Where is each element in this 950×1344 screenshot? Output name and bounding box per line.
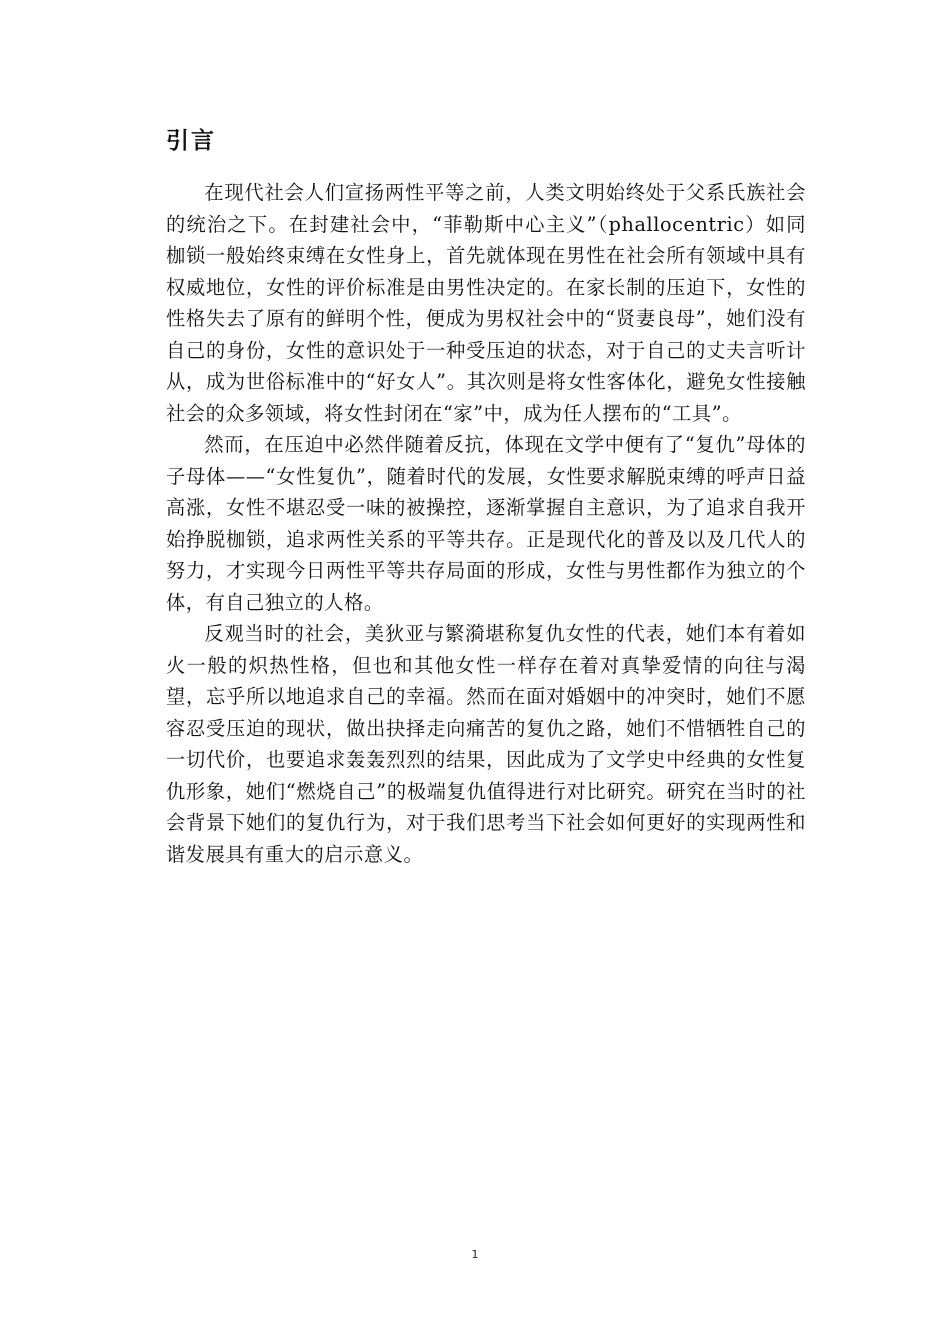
section-heading: 引言 [166,128,216,154]
paragraph-2: 然而，在压迫中必然伴随着反抗，体现在文学中便有了“复仇”母体的子母体——“女性复仇”，随着时代的发展，女性要求解脱束缚的呼声日益高涨，女性不堪忍受一味的被操控，逐渐掌握自主意识，为了追求自我开始挣脱枷锁，追求两性关系的平等共存。正是现代化的普及以及几代人的努力，才实现今日两性平等共存局面的形成，女性与男性都作为独立的个体，有自己独立的人格。 [166,433,806,614]
paragraph-1: 在现代社会人们宣扬两性平等之前，人类文明始终处于父系氏族社会的统治之下。在封建社会中，“菲勒斯中心主义”（phallocentric）如同枷锁一般始终束缚在女性身上，首先就体现在男性在社会所有领域中具有权威地位，女性的评价标准是由男性决定的。在家长制的压迫下，女性的性格失去了原有的鲜明个性，便成为男权社会中的“贤妻良母”，她们没有自己的身份，女性的意识处于一种受压迫的状态，对于自己的丈夫言听计从，成为世俗标准中的“好女人”。其次则是将女性客体化，避免女性接触社会的众多领域，将女性封闭在“家”中，成为任人摆布的“工具”。 [166,181,806,425]
page-number: 1 [471,1248,479,1261]
body-text [166,177,806,870]
paragraph-3: 反观当时的社会，美狄亚与繁漪堪称复仇女性的代表，她们本有着如火一般的炽热性格，但也和其他女性一样存在着对真挚爱情的向往与渴望，忘乎所以地追求自己的幸福。然而在面对婚姻中的冲突时，她们不愿容忍受压迫的现状，做出抉择走向痛苦的复仇之路，她们不惜牺牲自己的一切代价，也要追求轰轰烈烈的结果，因此成为了文学史中经典的女性复仇形象，她们“燃烧自己”的极端复仇值得进行对比研究。研究在当时的社会背景下她们的复仇行为，对于我们思考当下社会如何更好的实现两性和谐发展具有重大的启示意义。 [166,622,806,866]
